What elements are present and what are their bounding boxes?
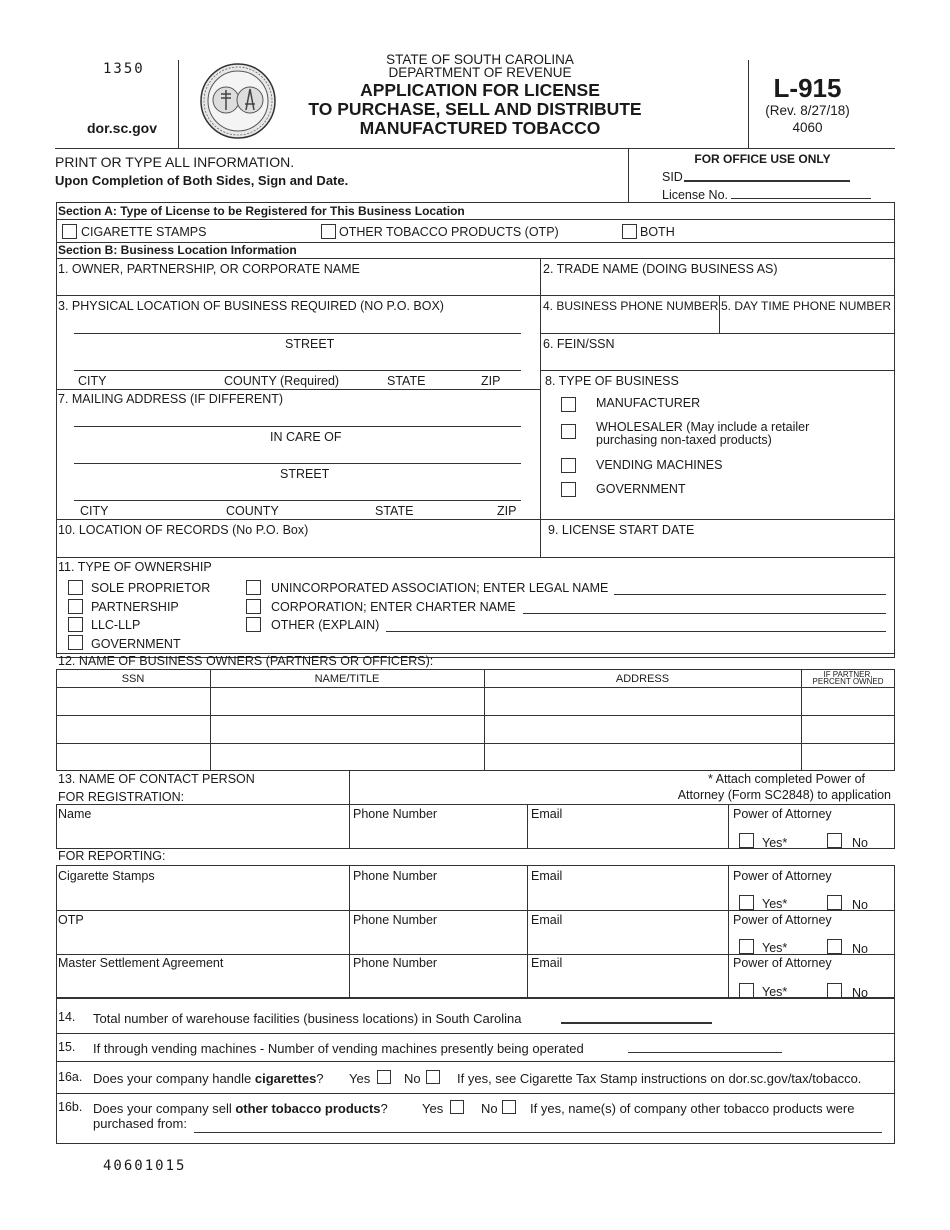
sid-label: SID (662, 170, 683, 184)
mailing-state-label: STATE (375, 504, 414, 518)
reporting-table (56, 865, 895, 998)
q16b-text-post: ? (380, 1101, 388, 1116)
rule (56, 219, 895, 220)
mailing-zip-label: ZIP (497, 504, 517, 518)
mailing-street-input[interactable] (74, 463, 521, 464)
rule (728, 804, 729, 849)
manufacturer-label: MANUFACTURER (596, 396, 701, 410)
rep-cig-email-label: Email (531, 869, 563, 883)
rule (56, 557, 895, 558)
q16b-text (93, 1102, 388, 1116)
reg-name-label: Name (58, 807, 92, 821)
q16b-number: 16b. (58, 1100, 83, 1114)
rep-msa-poa-label: Power of Attorney (733, 956, 832, 970)
state-seal-icon (199, 62, 277, 140)
llc-label: LLC-LLP (91, 618, 141, 632)
q16a-no-label: No (404, 1071, 421, 1086)
sole-proprietor-checkbox[interactable] (68, 580, 83, 595)
street-input[interactable] (74, 333, 521, 334)
office-use-divider (628, 148, 629, 202)
mailing-city-label: CITY (80, 504, 109, 518)
rep-cig-label: Cigarette Stamps (58, 869, 155, 883)
table-row[interactable] (56, 743, 895, 744)
unincorporated-label: UNINCORPORATED ASSOCIATION; ENTER LEGAL NAME (271, 581, 609, 595)
form-id: 4060 (792, 120, 823, 135)
rep-cig-no-label: No (852, 898, 868, 912)
owner-name-label: 1. OWNER, PARTNERSHIP, OR CORPORATE NAME (58, 262, 360, 276)
county-required-label: COUNTY (Required) (224, 374, 340, 388)
rep-msa-phone-label: Phone Number (353, 956, 438, 970)
city-label: CITY (78, 374, 107, 388)
otp-label: OTHER TOBACCO PRODUCTS (OTP) (339, 225, 559, 239)
q16a-yes-checkbox[interactable] (377, 1070, 391, 1084)
q16b-yes-checkbox[interactable] (450, 1100, 464, 1114)
owners-col-name: NAME/TITLE (314, 673, 380, 685)
mailing-address-label: 7. MAILING ADDRESS (IF DIFFERENT) (58, 392, 284, 406)
state-name: STATE OF SOUTH CAROLINA (386, 52, 574, 67)
table-row[interactable] (56, 715, 895, 716)
business-type-label: 8. TYPE OF BUSINESS (545, 374, 679, 388)
footer-code: 40601015 (103, 1158, 187, 1174)
q14-number: 14. (58, 1010, 76, 1024)
rule (540, 370, 895, 371)
owners-col-address: ADDRESS (615, 673, 670, 685)
reg-poa-yes-label: Yes* (762, 836, 788, 850)
website-label: dor.sc.gov (87, 120, 158, 136)
q16a-text-post: ? (316, 1071, 324, 1086)
q16b-no-checkbox[interactable] (502, 1100, 516, 1114)
wholesaler-label: WHOLESALER (May include a retailer (596, 420, 810, 434)
rule (56, 1093, 895, 1094)
rep-cig-phone-label: Phone Number (353, 869, 438, 883)
partnership-label: PARTNERSHIP (91, 600, 179, 614)
rep-otp-email-label: Email (531, 913, 563, 927)
header-rule (55, 148, 895, 149)
rule (56, 1033, 895, 1034)
rule (540, 333, 895, 334)
q14-text: Total number of warehouse facilities (business locations) in South Carolina (93, 1011, 522, 1026)
rep-msa-label: Master Settlement Agreement (58, 956, 224, 970)
ownership-title: 11. TYPE OF OWNERSHIP (58, 560, 212, 574)
wholesaler-checkbox[interactable] (561, 424, 576, 439)
daytime-phone-label: 5. DAY TIME PHONE NUMBER (721, 299, 892, 313)
rep-cig-poa-yes-checkbox[interactable] (739, 895, 754, 910)
wholesaler-note: purchasing non-taxed products) (596, 433, 772, 447)
owners-col-percent-1: IF PARTNER, (823, 670, 873, 679)
city-county-input[interactable] (74, 370, 521, 371)
q16b-note: If yes, name(s) of company other tobacco products were (530, 1101, 855, 1116)
rep-cig-yes-label: Yes* (762, 897, 788, 911)
q16a-note: If yes, see Cigarette Tax Stamp instructions on dor.sc.gov/tax/tobacco. (457, 1071, 862, 1086)
form-title-line3: MANUFACTURED TOBACCO (359, 118, 601, 138)
reg-poa-label: Power of Attorney (733, 807, 832, 821)
license-no-input[interactable] (731, 198, 871, 199)
department-name: DEPARTMENT OF REVENUE (388, 65, 572, 80)
q16a-number: 16a. (58, 1070, 83, 1084)
rep-msa-email-label: Email (531, 956, 563, 970)
rule (527, 865, 528, 998)
license-no-label: License No. (662, 188, 729, 202)
mailing-city-input[interactable] (74, 500, 521, 501)
mailing-county-label: COUNTY (226, 504, 279, 518)
section-b-title: Section B: Business Location Information (58, 243, 297, 257)
rep-msa-poa-yes-checkbox[interactable] (739, 983, 754, 998)
q16b-input[interactable] (194, 1132, 882, 1133)
business-phone-label: 4. BUSINESS PHONE NUMBER (543, 299, 719, 313)
sid-input[interactable] (684, 180, 850, 182)
rule (349, 771, 350, 804)
charter-name-input[interactable] (523, 613, 886, 614)
government-ownership-label: GOVERNMENT (91, 637, 181, 651)
rep-otp-poa-label: Power of Attorney (733, 913, 832, 927)
owners-col-ssn: SSN (121, 673, 145, 685)
cigarette-stamps-checkbox[interactable] (62, 224, 77, 239)
government-business-label: GOVERNMENT (596, 482, 686, 496)
vending-checkbox[interactable] (561, 458, 576, 473)
q16b-text-bold: other tobacco products (235, 1101, 381, 1116)
office-use-title: FOR OFFICE USE ONLY (694, 152, 831, 166)
rule (56, 389, 540, 390)
rule (719, 295, 720, 333)
rule (349, 865, 350, 998)
fein-label: 6. FEIN/SSN (543, 337, 615, 351)
rule (56, 1061, 895, 1062)
government-ownership-checkbox[interactable] (68, 635, 83, 650)
q16a-text (93, 1072, 324, 1086)
reg-poa-no-label: No (852, 836, 868, 850)
vending-label: VENDING MACHINES (596, 458, 723, 472)
sole-proprietor-label: SOLE PROPRIETOR (91, 581, 211, 595)
rule (349, 804, 350, 849)
trade-name-label: 2. TRADE NAME (DOING BUSINESS AS) (543, 262, 778, 276)
header-divider-left (178, 60, 179, 148)
rep-otp-phone-label: Phone Number (353, 913, 438, 927)
rule (56, 519, 895, 520)
rep-msa-yes-label: Yes* (762, 985, 788, 999)
manufacturer-checkbox[interactable] (561, 397, 576, 412)
owners-title: 12. NAME OF BUSINESS OWNERS (PARTNERS OR OFFICERS): (58, 654, 434, 668)
rep-otp-poa-no-checkbox[interactable] (827, 939, 842, 954)
q16a-yes-label: Yes (349, 1071, 371, 1086)
section-a-title: Section A: Type of License to be Registered for This Business Location (58, 204, 465, 218)
cigarette-stamps-label: CIGARETTE STAMPS (81, 225, 207, 239)
contact-title: 13. NAME OF CONTACT PERSON (58, 772, 255, 786)
rule (56, 687, 895, 688)
partnership-checkbox[interactable] (68, 599, 83, 614)
zip-label: ZIP (481, 374, 501, 388)
q15-text: If through vending machines - Number of vending machines presently being operated (93, 1041, 584, 1056)
license-start-label: 9. LICENSE START DATE (548, 523, 695, 537)
otp-checkbox[interactable] (321, 224, 336, 239)
section-b-column-divider (540, 258, 541, 557)
q14-input[interactable] (561, 1022, 712, 1024)
rep-otp-no-label: No (852, 942, 868, 956)
other-ownership-label: OTHER (EXPLAIN) (271, 618, 380, 632)
rule (56, 295, 895, 296)
in-care-of-label: IN CARE OF (270, 430, 342, 444)
in-care-of-input[interactable] (74, 426, 521, 427)
rep-cig-poa-label: Power of Attorney (733, 869, 832, 883)
form-code-top: 1350 (103, 61, 145, 77)
for-reporting-label: FOR REPORTING: (58, 849, 166, 863)
q15-number: 15. (58, 1040, 76, 1054)
records-location-label: 10. LOCATION OF RECORDS (No P.O. Box) (58, 523, 309, 537)
form-number: L-915 (773, 73, 842, 103)
reg-poa-no-checkbox[interactable] (827, 833, 842, 848)
rep-msa-poa-no-checkbox[interactable] (827, 983, 842, 998)
q16b-note-2: purchased from: (93, 1116, 187, 1131)
q15-input[interactable] (628, 1052, 782, 1053)
rep-otp-label: OTP (58, 913, 84, 927)
both-label: BOTH (640, 225, 675, 239)
other-ownership-checkbox[interactable] (246, 617, 261, 632)
rep-msa-no-label: No (852, 986, 868, 1000)
llc-checkbox[interactable] (68, 617, 83, 632)
rep-otp-poa-yes-checkbox[interactable] (739, 939, 754, 954)
state-label: STATE (387, 374, 426, 388)
reg-email-label: Email (531, 807, 563, 821)
rep-cig-poa-no-checkbox[interactable] (827, 895, 842, 910)
form-title-line1: APPLICATION FOR LICENSE (360, 80, 600, 100)
q16a-text-pre: Does your company handle (93, 1071, 255, 1086)
form-title-line2: TO PURCHASE, SELL AND DISTRIBUTE (308, 99, 642, 119)
corporation-checkbox[interactable] (246, 599, 261, 614)
sign-instruction: Upon Completion of Both Sides, Sign and Date. (55, 173, 349, 188)
rule (527, 804, 528, 849)
unincorporated-checkbox[interactable] (246, 580, 261, 595)
both-checkbox[interactable] (622, 224, 637, 239)
rule (56, 258, 895, 259)
legal-name-input[interactable] (614, 594, 886, 595)
government-business-checkbox[interactable] (561, 482, 576, 497)
header-divider-right (748, 60, 749, 148)
for-registration-label: FOR REGISTRATION: (58, 790, 185, 804)
rep-otp-yes-label: Yes* (762, 941, 788, 955)
reg-poa-yes-checkbox[interactable] (739, 833, 754, 848)
attach-note-1: * Attach completed Power of (707, 772, 865, 786)
attach-note-2: Attorney (Form SC2848) to application (677, 788, 891, 802)
reg-phone-label: Phone Number (353, 807, 438, 821)
form-revision: (Rev. 8/27/18) (765, 103, 850, 118)
q16a-no-checkbox[interactable] (426, 1070, 440, 1084)
other-explain-input[interactable] (386, 631, 886, 632)
mailing-street-label: STREET (280, 467, 330, 481)
q16b-text-pre: Does your company sell (93, 1101, 236, 1116)
rule (728, 865, 729, 998)
q16a-text-bold: cigarettes (254, 1071, 317, 1086)
q16b-yes-label: Yes (422, 1101, 444, 1116)
q16b-no-label: No (481, 1101, 498, 1116)
corporation-label: CORPORATION; ENTER CHARTER NAME (271, 600, 516, 614)
owners-col-percent-2: PERCENT OWNED (812, 677, 884, 686)
print-instruction: PRINT OR TYPE ALL INFORMATION. (55, 154, 295, 170)
physical-location-label: 3. PHYSICAL LOCATION OF BUSINESS REQUIRED (NO P.O. BOX) (58, 299, 444, 313)
street-label: STREET (285, 337, 335, 351)
